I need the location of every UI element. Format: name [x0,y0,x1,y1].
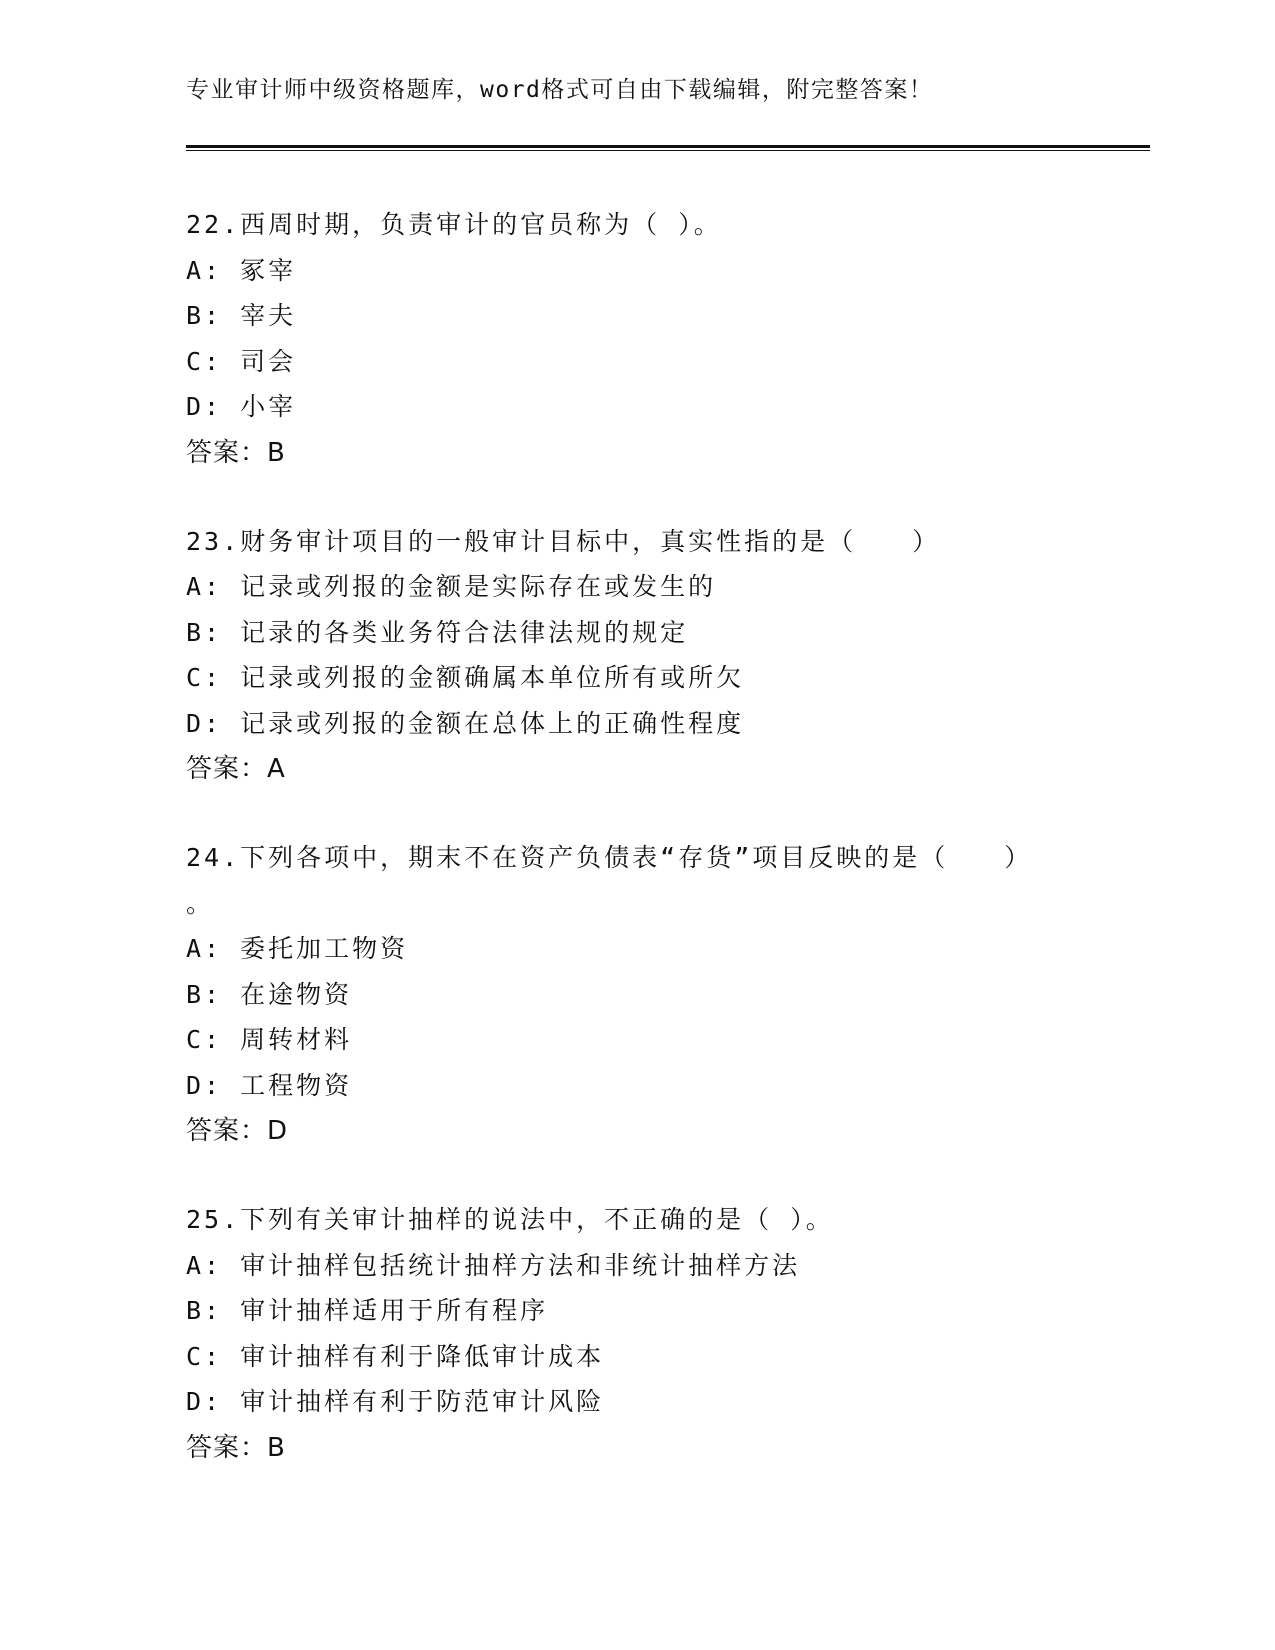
option-a: A: 记录或列报的金额是实际存在或发生的 [186,572,717,601]
option-b: B: 在途物资 [186,979,353,1009]
option-c: C: 司会 [186,346,297,376]
option-d: D: 记录或列报的金额在总体上的正确性程度 [186,708,745,738]
page-header: 专业审计师中级资格题库，word格式可自由下载编辑，附完整答案！ [186,77,934,103]
option-c: C: 审计抽样有利于降低审计成本 [186,1341,605,1371]
question-stem: 24.下列各项中，期末不在资产负债表“存货”项目反映的是（ ） [186,843,1033,872]
answer-line: 答案：B [186,1432,286,1463]
answer-line: 答案：B [186,437,286,468]
option-c: C: 记录或列报的金额确属本单位所有或所欠 [186,663,745,692]
question-list [186,202,1086,1514]
option-d: D: 小宰 [186,392,297,421]
question-23 [186,519,1086,793]
option-d: D: 审计抽样有利于防范审计风险 [186,1387,605,1416]
question-stem: 23.财务审计项目的一般审计目标中，真实性指的是（ ） [186,526,941,556]
question-24 [186,835,1086,1154]
option-b: B: 审计抽样适用于所有程序 [186,1296,549,1325]
option-b: B: 宰夫 [186,301,297,330]
option-a: A: 审计抽样包括统计抽样方法和非统计抽样方法 [186,1250,801,1280]
option-d: D: 工程物资 [186,1070,353,1100]
question-25 [186,1197,1086,1471]
option-a: A: 冢宰 [186,255,297,285]
option-b: B: 记录的各类业务符合法律法规的规定 [186,617,689,647]
question-22 [186,202,1086,476]
question-stem: 22.西周时期，负责审计的官员称为（ ）。 [186,210,722,239]
option-c: C: 周转材料 [186,1025,353,1054]
question-stem: 25.下列有关审计抽样的说法中，不正确的是（ ）。 [186,1205,834,1234]
question-stem-continuation: 。 [186,888,215,918]
answer-line: 答案：D [186,1116,289,1146]
answer-line: 答案：A [186,754,286,784]
option-a: A: 委托加工物资 [186,934,409,963]
header-divider [186,145,1150,151]
